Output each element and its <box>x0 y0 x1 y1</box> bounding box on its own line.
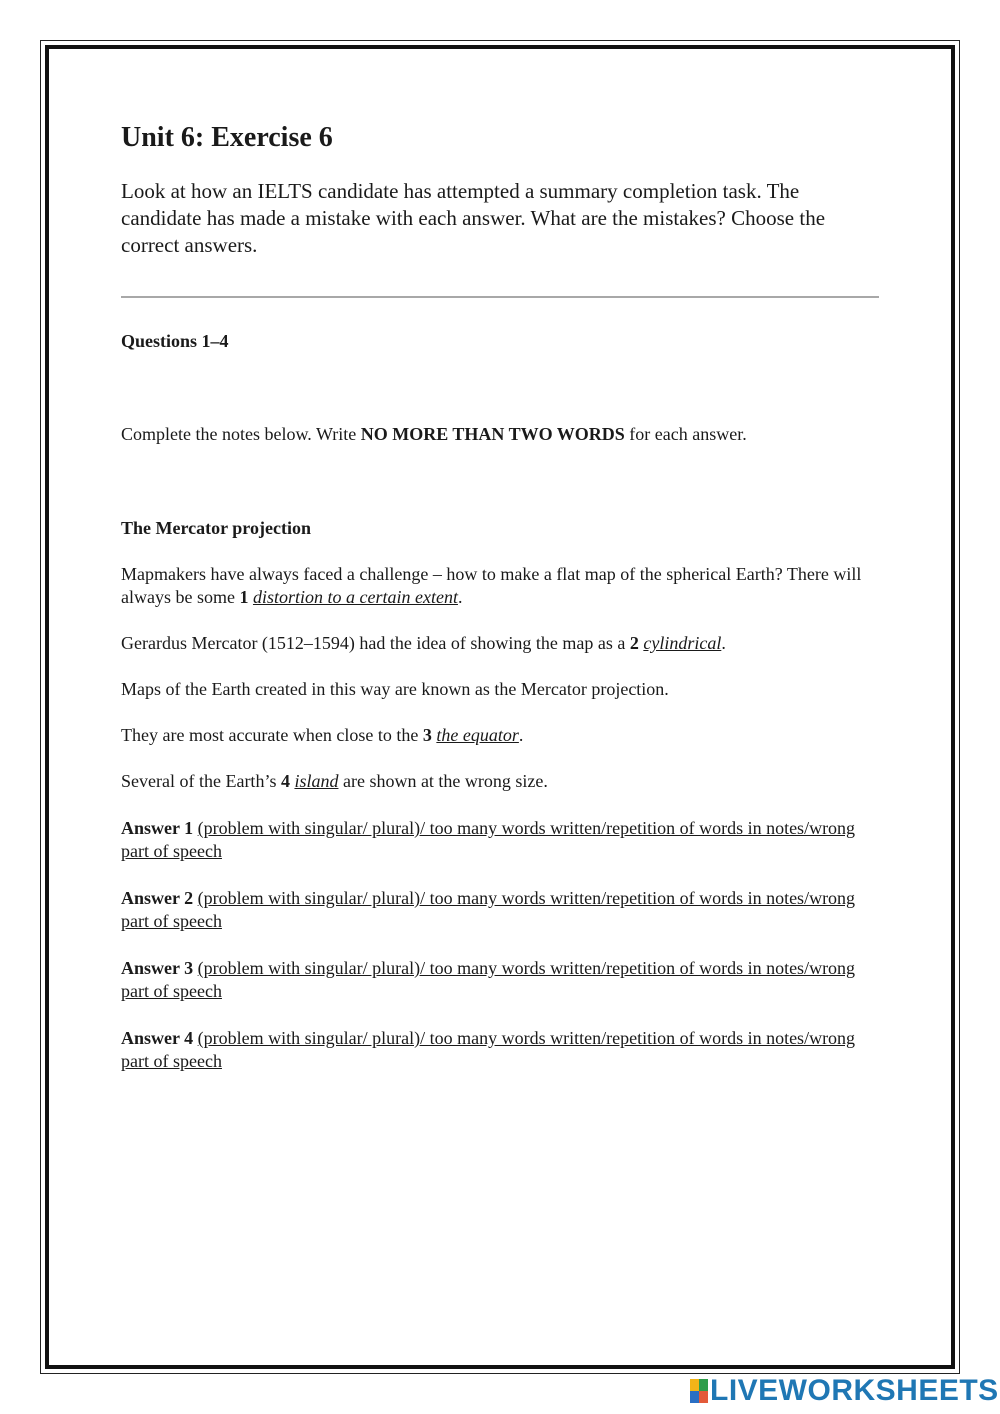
instruction-before: Complete the notes below. Write <box>121 424 361 444</box>
worksheet-content <box>121 118 881 1073</box>
answer-label-3: Answer 3 <box>121 958 194 978</box>
note-paragraph-4 <box>121 724 881 747</box>
answer-choice-select-1[interactable]: (problem with singular/ plural)/ too many words written/repetition of words in notes/wrong part of speech <box>121 818 856 861</box>
gap-answer-2[interactable]: cylindrical <box>643 633 722 653</box>
answer-label-4: Answer 4 <box>121 1028 194 1048</box>
intro-text: Look at how an IELTS candidate has attempted a summary completion task. The candidate has made a mistake with each answer. What are the mistakes? Choose the correct answers. <box>121 179 826 257</box>
answer-row-2 <box>121 887 881 933</box>
note-5-end: are shown at the wrong size. <box>338 771 548 791</box>
answer-choice-select-3[interactable]: (problem with singular/ plural)/ too many words written/repetition of words in notes/wrong part of speech <box>121 958 856 1001</box>
note-2-text: Gerardus Mercator (1512–1594) had the idea of showing the map as a <box>121 633 630 653</box>
liveworksheets-logo[interactable] <box>690 1374 999 1408</box>
instruction-after: for each answer. <box>624 424 747 444</box>
note-paragraph-5 <box>121 770 881 793</box>
logo-tile <box>699 1379 708 1391</box>
note-5-text: Several of the Earth’s <box>121 771 281 791</box>
gap-number-1: 1 <box>239 587 249 607</box>
answer-row-3 <box>121 957 881 1003</box>
note-1-text: Mapmakers have always faced a challenge – how to make a flat map of the spherical Earth? There will always be some <box>121 564 862 607</box>
answer-row-4 <box>121 1027 881 1073</box>
gap-number-4: 4 <box>280 771 290 791</box>
note-4-end: . <box>518 725 524 745</box>
gap-number-3: 3 <box>422 725 432 745</box>
notes-title: The Mercator projection <box>121 518 311 538</box>
instruction-bold: NO MORE THAN TWO WORDS <box>360 424 625 444</box>
answer-row-1 <box>121 817 881 863</box>
logo-tile <box>690 1391 699 1403</box>
answer-choice-select-4[interactable]: (problem with singular/ plural)/ too many words written/repetition of words in notes/wrong part of speech <box>121 1028 856 1071</box>
note-2-end: . <box>721 633 726 653</box>
gap-answer-3[interactable]: the equator <box>436 725 519 745</box>
logo-text: LIVEWORKSHEETS <box>710 1374 999 1407</box>
page-title: Unit 6: Exercise 6 <box>121 122 333 153</box>
gap-number-2: 2 <box>629 633 639 653</box>
divider <box>121 296 879 298</box>
note-paragraph-2 <box>121 632 881 655</box>
answer-choice-select-2[interactable]: (problem with singular/ plural)/ too many words written/repetition of words in notes/wrong part of speech <box>121 888 856 931</box>
note-paragraph-3: Maps of the Earth created in this way are known as the Mercator projection. <box>121 679 669 699</box>
answer-label-2: Answer 2 <box>121 888 194 908</box>
logo-tile <box>690 1379 699 1391</box>
logo-tile <box>699 1391 708 1403</box>
note-4-text: They are most accurate when close to the <box>121 725 423 745</box>
note-paragraph-1 <box>121 563 881 609</box>
answer-label-1: Answer 1 <box>121 818 194 838</box>
gap-answer-1[interactable]: distortion to a certain extent <box>252 587 458 607</box>
gap-answer-4[interactable]: island <box>294 771 339 791</box>
liveworksheets-logo-icon <box>690 1379 708 1403</box>
note-1-end: . <box>457 587 463 607</box>
questions-heading: Questions 1–4 <box>121 331 229 351</box>
instruction-text <box>121 422 881 446</box>
